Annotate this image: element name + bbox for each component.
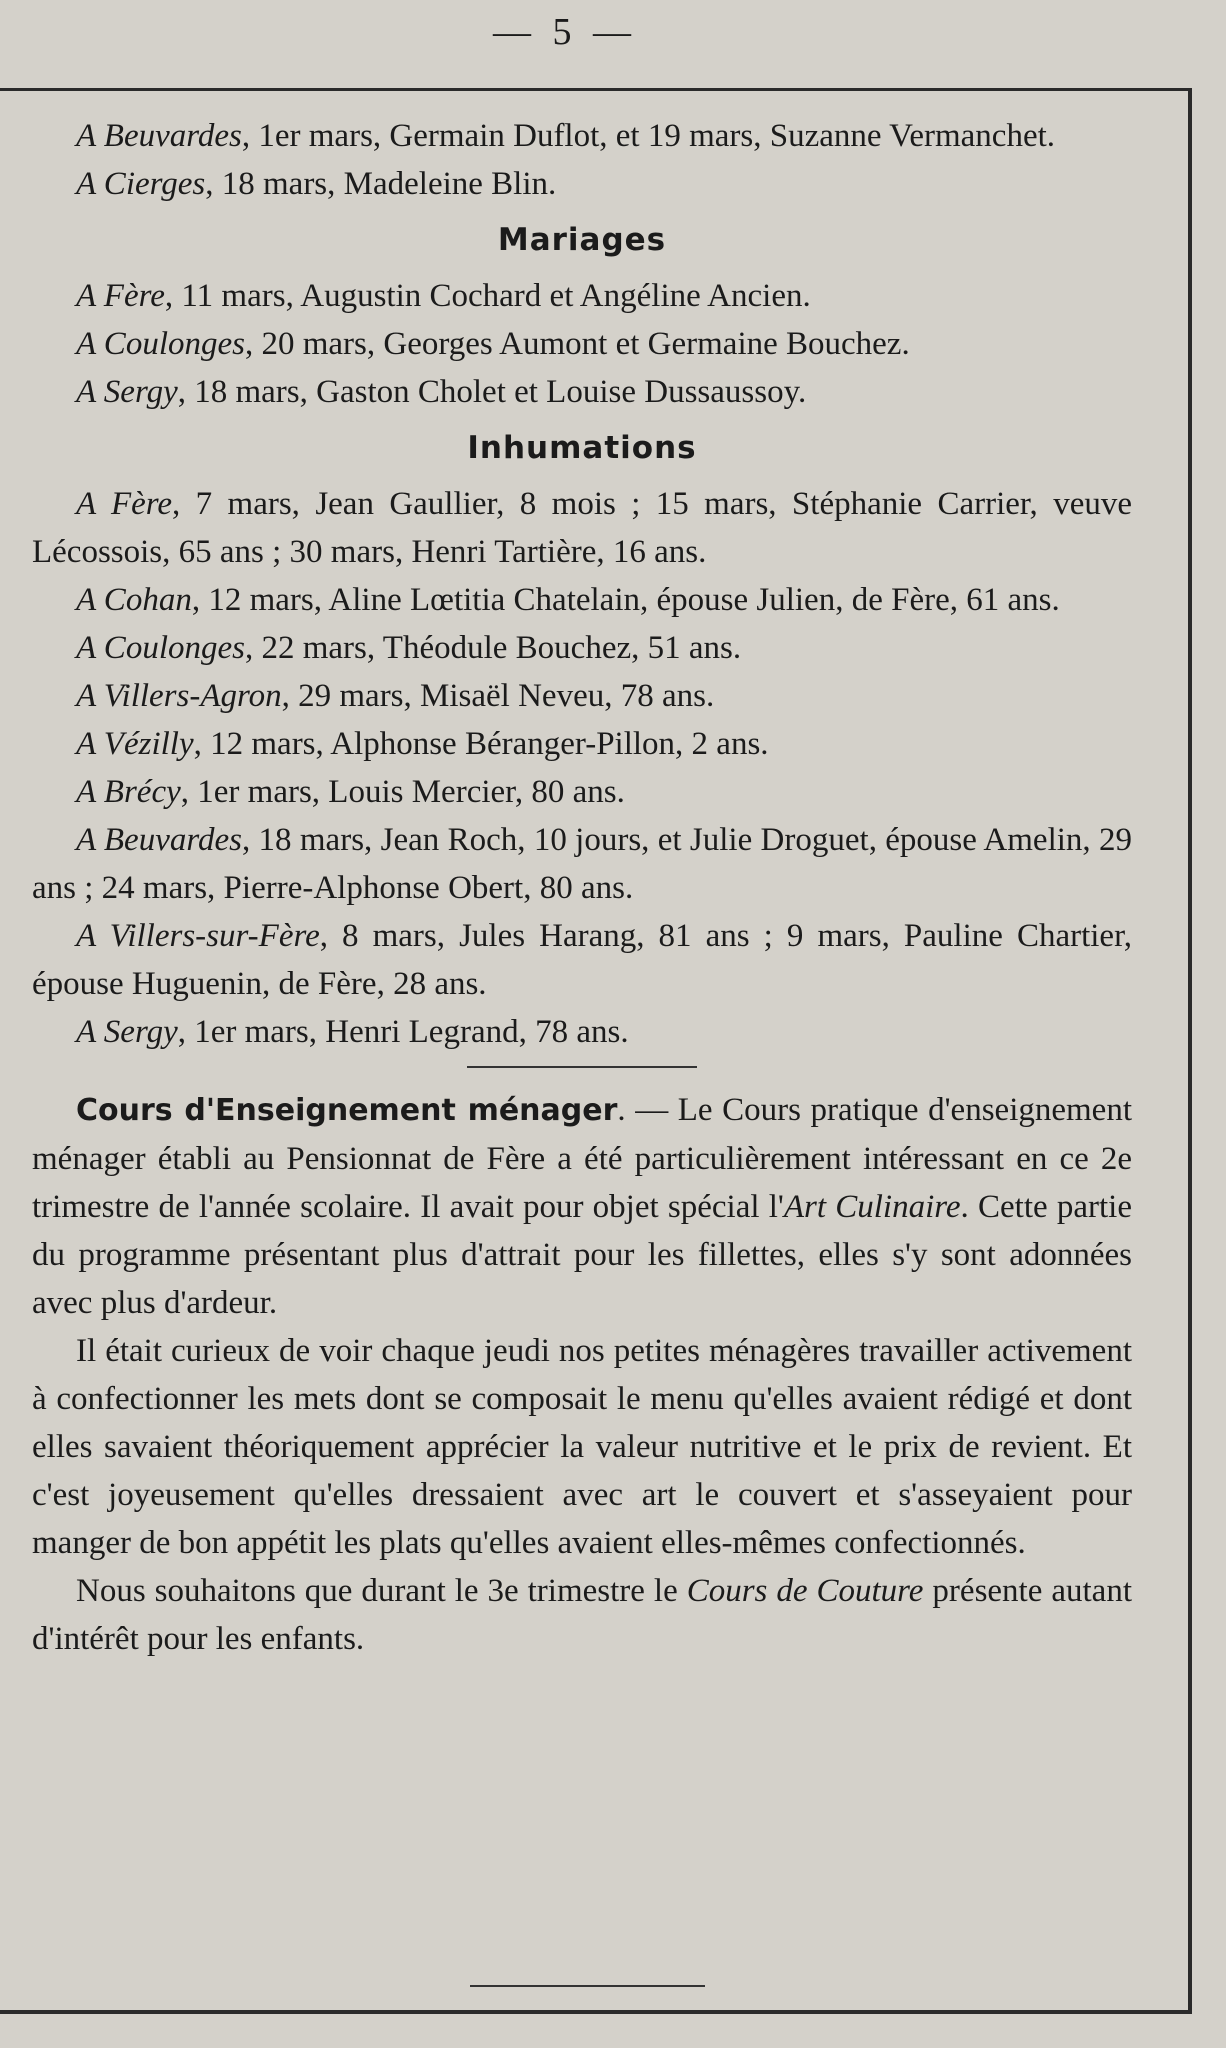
article-paragraph	[32, 1086, 1132, 1327]
place-name: A Villers-Agron	[76, 678, 282, 714]
burial-entry	[32, 480, 1132, 576]
entry-text: , 12 mars, Alphonse Béranger-Pillon, 2 ans.	[193, 726, 769, 762]
place-name: A Beuvardes	[76, 118, 242, 154]
birth-entry	[32, 112, 1132, 160]
place-name: A Sergy	[76, 374, 178, 410]
marriage-entry	[32, 272, 1132, 320]
burial-entry	[32, 1008, 1132, 1056]
burial-entry	[32, 672, 1132, 720]
article-text: . — Le Cours pratique d'enseignement ménager établi au Pensionnat de Fère a été particulièrement intéressant en ce 2e trimestre de l'année scolaire. Il avait pour objet spécial l'	[32, 1092, 1132, 1225]
entry-text: , 22 mars, Théodule Bouchez, 51 ans.	[244, 630, 742, 666]
entry-text: , 7 mars, Jean Gaullier, 8 mois ; 15 mars, Stéphanie Carrier, veuve Lécossois, 65 ans ; 30 mars, Henri Tartière, 16 ans.	[32, 486, 1132, 570]
burial-entry	[32, 576, 1132, 624]
entry-text: , 1er mars, Henri Legrand, 78 ans.	[177, 1014, 629, 1050]
entry-text: , 8 mars, Jules Harang, 81 ans ; 9 mars, Pauline Chartier, épouse Huguenin, de Fère, 28 ans.	[32, 918, 1132, 1002]
page-content	[32, 112, 1132, 1663]
entry-text: , 18 mars, Jean Roch, 10 jours, et Julie Droguet, épouse Amelin, 29 ans ; 24 mars, Pierre-Alphonse Obert, 80 ans.	[32, 822, 1132, 906]
article-italic: Art Culinaire	[783, 1189, 961, 1225]
article-paragraph: Il était curieux de voir chaque jeudi nos petites ménagères travailler activement à confectionner les mets dont se composait le menu qu'elles avaient rédigé et dont elles savaient théoriquement apprécier la valeur nutritive et le prix de revient. Et c'est joyeusement qu'elles dressaient avec art le couvert et s'asseyaient pour manger de bon appétit les plats qu'elles avaient elles-mêmes confectionnés.	[32, 1333, 1132, 1561]
place-name: A Coulonges	[76, 326, 245, 362]
entry-text: , 1er mars, Germain Duflot, et 19 mars, Suzanne Vermanchet.	[241, 118, 1056, 154]
place-name: A Sergy	[76, 1014, 178, 1050]
place-name: A Villers-sur-Fère	[76, 918, 320, 954]
place-name: A Fère	[76, 278, 165, 314]
entry-text: , 12 mars, Aline Lœtitia Chatelain, épouse Julien, de Fère, 61 ans.	[191, 582, 1060, 618]
section-divider	[467, 1066, 697, 1068]
place-name: A Cierges	[76, 166, 206, 202]
article-heading: Cours d'Enseignement ménager	[76, 1093, 618, 1128]
page-number: — 5 —	[493, 11, 637, 53]
birth-entry	[32, 160, 1132, 208]
place-name: A Cohan	[76, 582, 192, 618]
place-name: A Beuvardes	[76, 822, 242, 858]
marriages-heading: Mariages	[497, 222, 667, 258]
entry-text: , 20 mars, Georges Aumont et Germaine Bouchez.	[244, 326, 910, 362]
marriage-entry	[32, 368, 1132, 416]
entry-text: , 18 mars, Gaston Cholet et Louise Dussaussoy.	[177, 374, 807, 410]
article-text: . Cette partie du programme présentant plus d'attrait pour les fillettes, elles s'y sont adonnées avec plus d'ardeur.	[32, 1189, 1132, 1321]
entry-text: , 18 mars, Madeleine Blin.	[205, 166, 557, 202]
article-paragraph	[32, 1567, 1132, 1663]
burials-heading: Inhumations	[467, 430, 697, 466]
marriage-entry	[32, 320, 1132, 368]
burial-entry	[32, 720, 1132, 768]
burial-entry	[32, 624, 1132, 672]
place-name: A Brécy	[76, 774, 181, 810]
closing-divider	[470, 1985, 705, 1987]
burial-entry	[32, 768, 1132, 816]
burial-entry	[32, 912, 1132, 1008]
article-text: Nous souhaitons que durant le 3e trimestre le	[76, 1573, 687, 1609]
place-name: A Fère	[76, 486, 173, 522]
entry-text: , 11 mars, Augustin Cochard et Angéline Ancien.	[164, 278, 811, 314]
burial-entry	[32, 816, 1132, 912]
place-name: A Vézilly	[76, 726, 194, 762]
article-italic: Cours de Couture	[686, 1573, 924, 1609]
entry-text: , 29 mars, Misaël Neveu, 78 ans.	[281, 678, 715, 714]
entry-text: , 1er mars, Louis Mercier, 80 ans.	[180, 774, 625, 810]
article-text: présente autant d'intérêt pour les enfants.	[32, 1573, 1132, 1657]
place-name: A Coulonges	[76, 630, 245, 666]
